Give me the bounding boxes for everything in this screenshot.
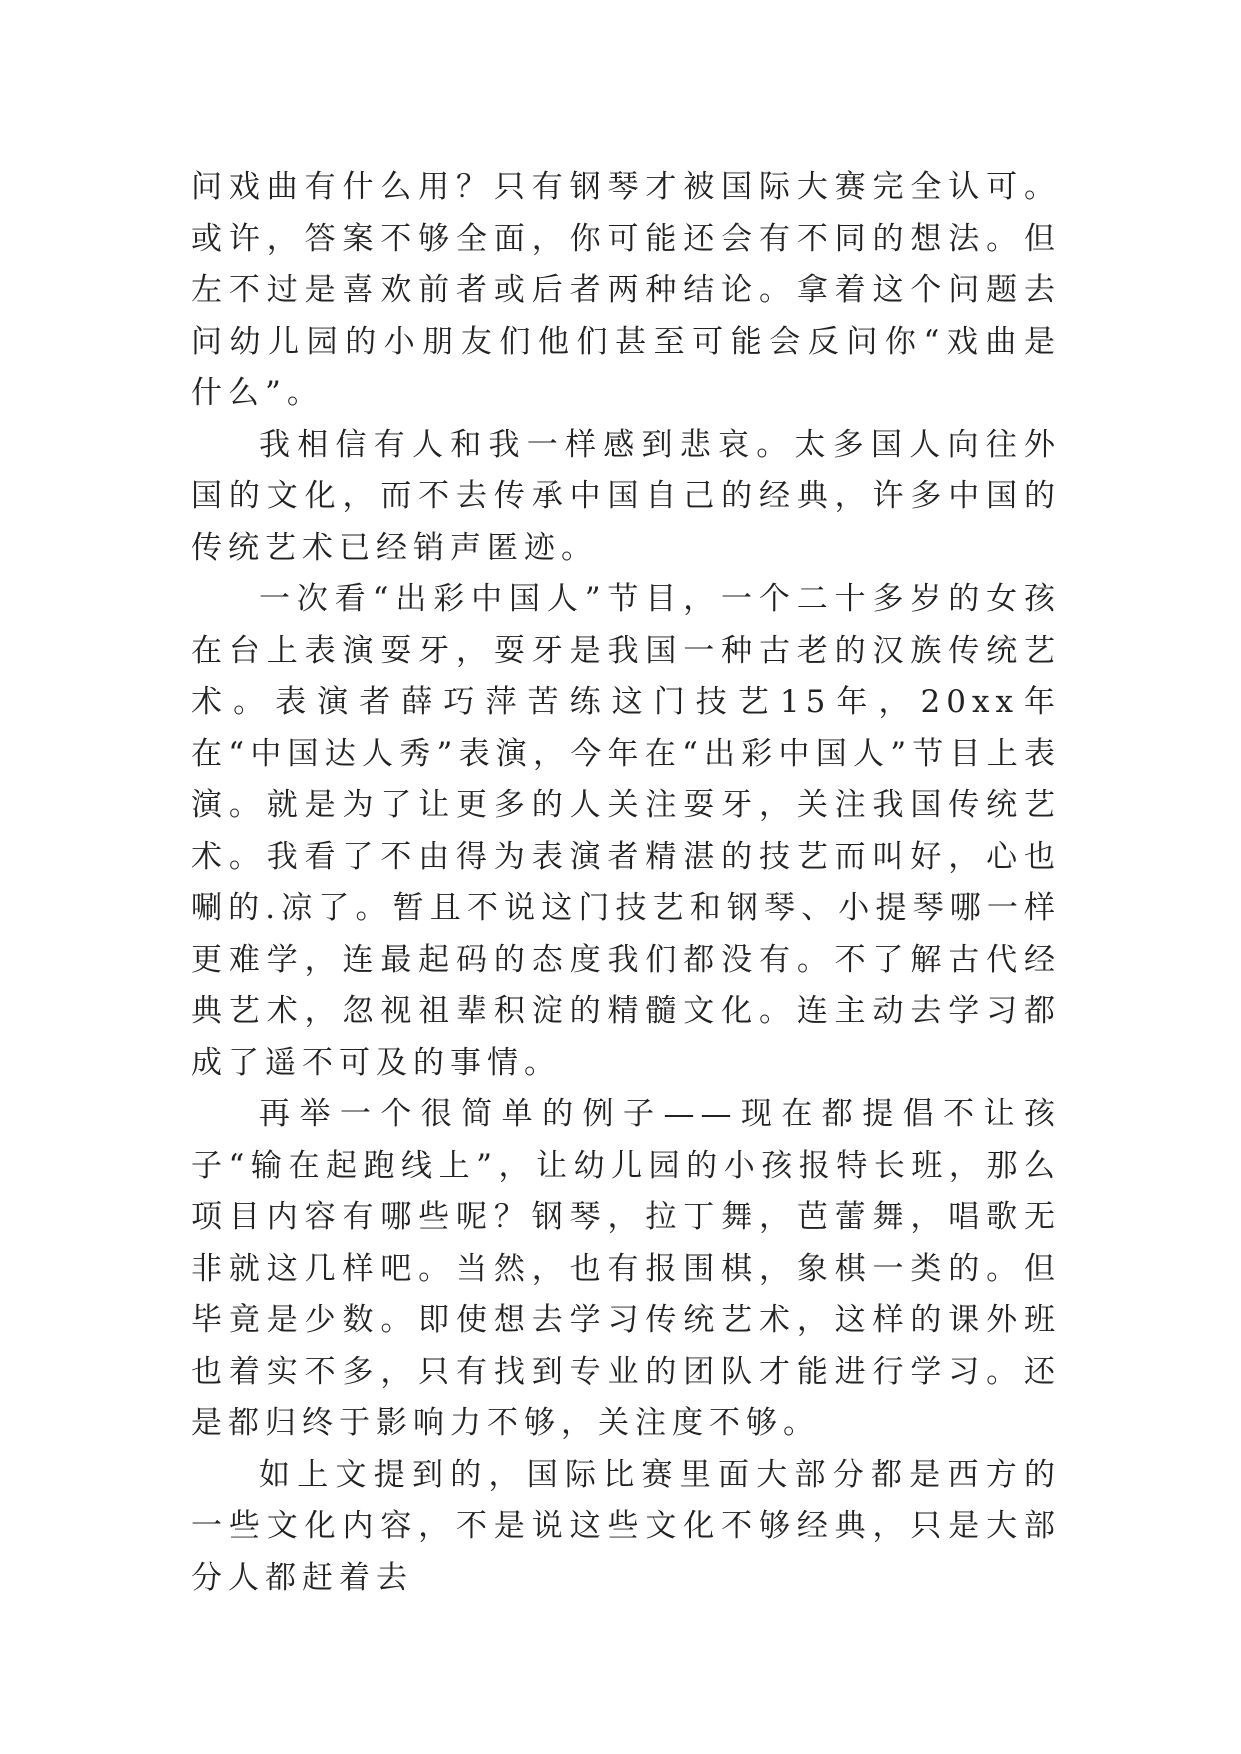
paragraph-3: 一次看“出彩中国人”节目，一个二十多岁的女孩在台上表演耍牙，耍牙是我国一种古老的汉族传统艺术。表演者薛巧萍苦练这门技艺15年，20xx年在“中国达人秀”表演，今年在“出彩中国人”节目上表演。就是为了让更多的人关注耍牙，关注我国传统艺术。我看了不由得为表演者精湛的技艺而叫好，心也唰的.凉了。暂且不说这门技艺和钢琴、小提琴哪一样更难学，连最起码的态度我们都没有。不了解古代经典艺术，忽视祖辈积淀的精髓文化。连主动去学习都成了遥不可及的事情。 [191, 581, 1061, 1081]
document-body [191, 162, 1061, 1604]
paragraph-1: 问戏曲有什么用？只有钢琴才被国际大赛完全认可。或许，答案不够全面，你可能还会有不同的想法。但左不过是喜欢前者或后者两种结论。拿着这个问题去问幼儿园的小朋友们他们甚至可能会反问你“戏曲是什么”。 [191, 169, 1061, 411]
paragraph-2: 我相信有人和我一样感到悲哀。太多国人向往外国的文化，而不去传承中国自己的经典，许多中国的传统艺术已经销声匿迹。 [191, 426, 1061, 566]
paragraph-4: 再举一个很简单的例子——现在都提倡不让孩子“输在起跑线上”，让幼儿园的小孩报特长班，那么项目内容有哪些呢？钢琴，拉丁舞，芭蕾舞，唱歌无非就这几样吧。当然，也有报围棋，象棋一类的。但毕竟是少数。即使想去学习传统艺术，这样的课外班也着实不多，只有找到专业的团队才能进行学习。还是都归终于影响力不够，关注度不够。 [191, 1096, 1061, 1441]
paragraph-5: 如上文提到的，国际比赛里面大部分都是西方的一些文化内容，不是说这些文化不够经典，只是大部分人都赶着去 [191, 1456, 1061, 1596]
